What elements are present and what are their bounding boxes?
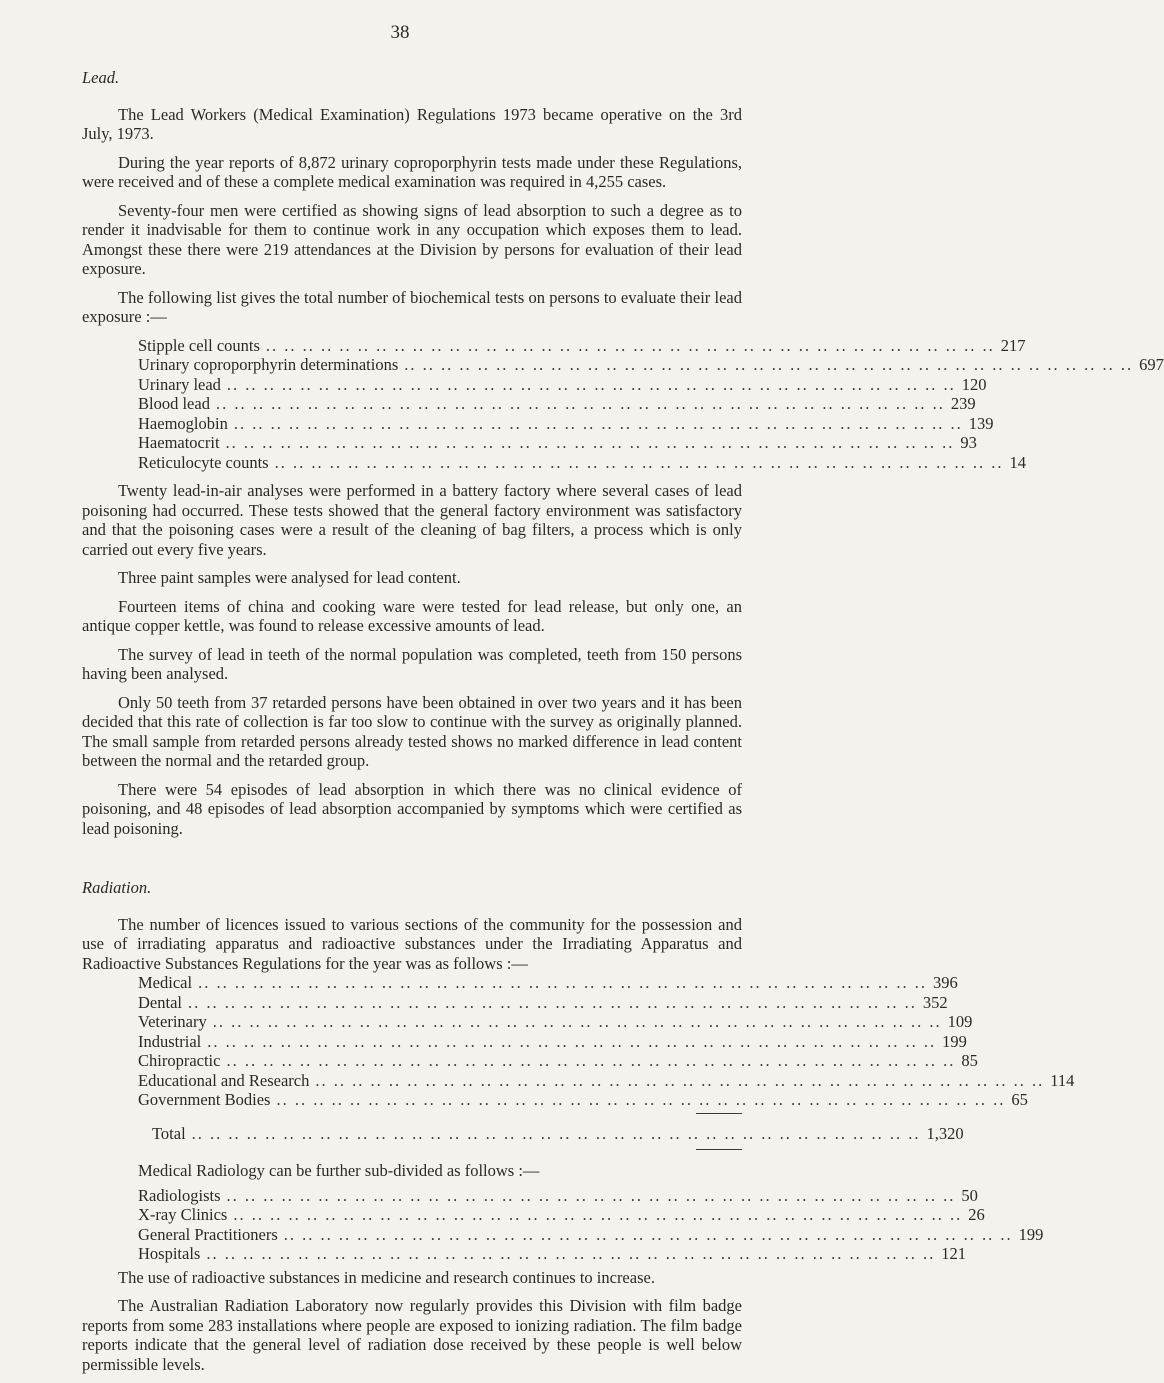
list-item bbox=[138, 433, 977, 453]
lead-paragraph-9: Only 50 teeth from 37 retarded persons have been obtained in over two years and it has been decided that this rate of collection is far too slow to continue with the survey as originally planned. The small sample from retarded persons already tested shows no marked difference in lead content between the normal and the retarded group. bbox=[82, 692, 742, 770]
page-number: 38 bbox=[390, 22, 410, 43]
list-item bbox=[138, 973, 958, 993]
licence-value: 85 bbox=[961, 1051, 978, 1070]
medical-label: General Practitioners bbox=[138, 1224, 278, 1244]
rule-line bbox=[696, 1149, 742, 1153]
leader-dots: .. .. .. .. .. .. .. .. .. .. .. .. .. .. .. .. .. .. .. .. .. .. .. .. .. .. .. .. .. .. .. .. .. .. .. .. .. .. .. .. bbox=[226, 1185, 956, 1205]
leader-dots: .. .. .. .. .. .. .. .. .. .. .. .. .. .. .. .. .. .. .. .. .. .. .. .. .. .. .. .. .. .. .. .. .. .. .. .. .. .. .. .. bbox=[225, 433, 955, 452]
medical-value: 199 bbox=[1018, 1224, 1044, 1244]
licence-label: Chiropractic bbox=[138, 1051, 221, 1070]
list-item bbox=[138, 1185, 978, 1206]
licence-label: Veterinary bbox=[138, 1012, 207, 1031]
licence-label: Dental bbox=[138, 992, 182, 1012]
lead-heading: Lead. bbox=[82, 68, 120, 87]
leader-dots: .. .. .. .. .. .. .. .. .. .. .. .. .. .. .. .. .. .. .. .. .. .. .. .. .. .. .. .. .. .. .. .. .. .. .. .. .. .. .. .. bbox=[206, 1244, 936, 1263]
radiation-heading: Radiation. bbox=[82, 878, 152, 897]
leader-dots: .. .. .. .. .. .. .. .. .. .. .. .. .. .. .. .. .. .. .. .. .. .. .. .. .. .. .. .. .. .. .. .. .. .. .. .. .. .. .. .. bbox=[187, 992, 917, 1012]
list-item bbox=[138, 335, 1026, 356]
leader-dots: .. .. .. .. .. .. .. .. .. .. .. .. .. .. .. .. .. .. .. .. .. .. .. .. .. .. .. .. .. .. .. .. .. .. .. .. .. .. .. .. bbox=[191, 1123, 921, 1143]
leader-dots: .. .. .. .. .. .. .. .. .. .. .. .. .. .. .. .. .. .. .. .. .. .. .. .. .. .. .. .. .. .. .. .. .. .. .. .. .. .. .. .. bbox=[233, 1205, 963, 1224]
licence-value: 396 bbox=[932, 973, 958, 992]
lead-paragraph-6: Three paint samples were analysed for lead content. bbox=[118, 568, 461, 587]
leader-dots: .. .. .. .. .. .. .. .. .. .. .. .. .. .. .. .. .. .. .. .. .. .. .. .. .. .. .. .. .. .. .. .. .. .. .. .. .. .. .. .. bbox=[226, 1051, 956, 1070]
list-item bbox=[138, 394, 976, 414]
list-item bbox=[138, 1070, 1075, 1091]
leader-dots: .. .. .. .. .. .. .. .. .. .. .. .. .. .. .. .. .. .. .. .. .. .. .. .. .. .. .. .. .. .. .. .. .. .. .. .. .. .. .. .. bbox=[226, 374, 956, 394]
test-label: Blood lead bbox=[138, 394, 210, 413]
list-item bbox=[138, 1224, 1044, 1245]
test-label: Urinary lead bbox=[138, 374, 221, 394]
medical-radiology-list bbox=[138, 1161, 1044, 1264]
leader-dots: .. .. .. .. .. .. .. .. .. .. .. .. .. .. .. .. .. .. .. .. .. .. .. .. .. .. .. .. .. .. .. .. .. .. .. .. .. .. .. .. bbox=[283, 1224, 1013, 1244]
medical-value: 26 bbox=[968, 1205, 985, 1224]
test-label: Haemoglobin bbox=[138, 413, 228, 433]
test-label: Stipple cell counts bbox=[138, 335, 260, 355]
medical-value: 121 bbox=[941, 1244, 966, 1263]
test-label: Reticulocyte counts bbox=[138, 452, 269, 472]
list-item bbox=[138, 1244, 966, 1264]
lead-paragraph-3: Seventy-four men were certified as showing signs of lead absorption to such a degree as to render it inadvisable for them to continue work in any occupation which exposes them to lead. Amongst these there were 219 attendances at the Division by persons for evaluation of their lead exposure. bbox=[82, 200, 742, 278]
list-item bbox=[138, 1090, 1028, 1110]
lead-paragraph-4: The following list gives the total number of biochemical tests on persons to evaluate their lead exposure :— bbox=[82, 287, 742, 326]
total-label: Total bbox=[152, 1123, 186, 1143]
leader-dots: .. .. .. .. .. .. .. .. .. .. .. .. .. .. .. .. .. .. .. .. .. .. .. .. .. .. .. .. .. .. .. .. .. .. .. .. .. .. .. .. bbox=[198, 973, 927, 992]
leader-dots: .. .. .. .. .. .. .. .. .. .. .. .. .. .. .. .. .. .. .. .. .. .. .. .. .. .. .. .. .. .. .. .. .. .. .. .. .. .. .. .. bbox=[207, 1031, 937, 1051]
page-content bbox=[82, 68, 1164, 1383]
test-value: 697 bbox=[1139, 355, 1164, 374]
radiation-paragraph-4: The Australian Radiation Laboratory now regularly provides this Division with film badge reports from some 283 installations where people are exposed to ionizing radiation. The film badge reports indicate that the general level of radiation dose received by these people is well below permissible levels. bbox=[82, 1296, 742, 1374]
list-item bbox=[138, 1012, 973, 1032]
total-row bbox=[138, 1123, 964, 1144]
leader-dots: .. .. .. .. .. .. .. .. .. .. .. .. .. .. .. .. .. .. .. .. .. .. .. .. .. .. .. .. .. .. .. .. .. .. .. .. .. .. .. .. bbox=[215, 394, 945, 413]
rule-line bbox=[696, 1113, 742, 1120]
list-item bbox=[138, 452, 1026, 473]
licence-value: 109 bbox=[947, 1012, 973, 1031]
lead-paragraph-7: Fourteen items of china and cooking ware were tested for lead release, but only one, an antique copper kettle, was found to release excessive amounts of lead. bbox=[82, 596, 742, 635]
lead-paragraph-8: The survey of lead in teeth of the normal population was completed, teeth from 150 persons having been analysed. bbox=[82, 644, 742, 683]
list-item bbox=[138, 1051, 978, 1071]
licence-value: 114 bbox=[1050, 1070, 1075, 1090]
test-label: Haematocrit bbox=[138, 433, 220, 452]
leader-dots: .. .. .. .. .. .. .. .. .. .. .. .. .. .. .. .. .. .. .. .. .. .. .. .. .. .. .. .. .. .. .. .. .. .. .. .. .. .. .. .. bbox=[276, 1090, 1006, 1109]
medical-label: Hospitals bbox=[138, 1244, 201, 1263]
lead-paragraph-2: During the year reports of 8,872 urinary coproporphyrin tests made under these Regulations, were received and of these a complete medical examination was required in 4,255 cases. bbox=[82, 152, 742, 191]
list-item bbox=[138, 413, 994, 434]
leader-dots: .. .. .. .. .. .. .. .. .. .. .. .. .. .. .. .. .. .. .. .. .. .. .. .. .. .. .. .. .. .. .. .. .. .. .. .. .. .. .. .. bbox=[265, 335, 995, 355]
test-value: 120 bbox=[961, 374, 987, 394]
medical-subdivision-text: Medical Radiology can be further sub-divided as follows :— bbox=[138, 1161, 540, 1180]
leader-dots: .. .. .. .. .. .. .. .. .. .. .. .. .. .. .. .. .. .. .. .. .. .. .. .. .. .. .. .. .. .. .. .. .. .. .. .. .. .. .. .. bbox=[274, 452, 1004, 472]
radiation-paragraph-1: The number of licences issued to various sections of the community for the possession and use of irradiating apparatus and radioactive substances under the Irradiating Apparatus and Radioactive Substances Regulations for the year was as follows :— bbox=[82, 914, 742, 973]
licence-label: Industrial bbox=[138, 1031, 202, 1051]
test-value: 217 bbox=[1000, 335, 1026, 355]
test-value: 93 bbox=[960, 433, 977, 452]
medical-label: X-ray Clinics bbox=[138, 1205, 228, 1224]
licence-label: Medical bbox=[138, 973, 193, 992]
test-value: 239 bbox=[950, 394, 976, 413]
total-rule-top bbox=[138, 1110, 742, 1120]
leader-dots: .. .. .. .. .. .. .. .. .. .. .. .. .. .. .. .. .. .. .. .. .. .. .. .. .. .. .. .. .. .. .. .. .. .. .. .. .. .. .. .. bbox=[212, 1012, 942, 1031]
total-value: 1,320 bbox=[926, 1123, 964, 1143]
licence-label: Government Bodies bbox=[138, 1090, 271, 1109]
list-item bbox=[138, 1031, 967, 1052]
leader-dots: .. .. .. .. .. .. .. .. .. .. .. .. .. .. .. .. .. .. .. .. .. .. .. .. .. .. .. .. .. .. .. .. .. .. .. .. .. .. .. .. bbox=[315, 1070, 1045, 1090]
test-value: 14 bbox=[1009, 452, 1026, 472]
test-label: Urinary coproporphyrin determinations bbox=[138, 355, 399, 374]
total-rule-bottom bbox=[138, 1143, 742, 1153]
leader-dots: .. .. .. .. .. .. .. .. .. .. .. .. .. .. .. .. .. .. .. .. .. .. .. .. .. .. .. .. .. .. .. .. .. .. .. .. .. .. .. .. bbox=[404, 355, 1134, 374]
biochemical-tests-list bbox=[138, 335, 1164, 473]
leader-dots: .. .. .. .. .. .. .. .. .. .. .. .. .. .. .. .. .. .. .. .. .. .. .. .. .. .. .. .. .. .. .. .. .. .. .. .. .. .. .. .. bbox=[233, 413, 963, 433]
medical-value: 50 bbox=[961, 1185, 978, 1205]
test-value: 139 bbox=[968, 413, 994, 433]
list-item bbox=[138, 992, 948, 1013]
licences-list bbox=[138, 973, 1075, 1153]
lead-paragraph-1: The Lead Workers (Medical Examination) Regulations 1973 became operative on the 3rd July, 1973. bbox=[82, 104, 742, 143]
licence-value: 352 bbox=[922, 992, 948, 1012]
medical-subdivision-intro bbox=[82, 1161, 742, 1181]
list-item bbox=[138, 374, 987, 395]
lead-paragraph-5: Twenty lead-in-air analyses were performed in a battery factory where several cases of lead poisoning had occurred. These tests showed that the general factory environment was satisfactory and that the poisoning cases were a result of the cleaning of bag filters, a process which is only carried out every five years. bbox=[82, 481, 742, 559]
licence-value: 199 bbox=[942, 1031, 967, 1051]
radiation-paragraph-3: The use of radioactive substances in medicine and research continues to increase. bbox=[118, 1267, 655, 1287]
licence-value: 65 bbox=[1011, 1090, 1028, 1109]
list-item bbox=[138, 355, 1164, 375]
lead-paragraph-10: There were 54 episodes of lead absorption in which there was no clinical evidence of poisoning, and 48 episodes of lead absorption accompanied by symptoms which were certified as lead poisoning. bbox=[82, 779, 742, 838]
list-item bbox=[138, 1205, 985, 1225]
licence-label: Educational and Research bbox=[138, 1070, 310, 1090]
medical-label: Radiologists bbox=[138, 1185, 221, 1205]
